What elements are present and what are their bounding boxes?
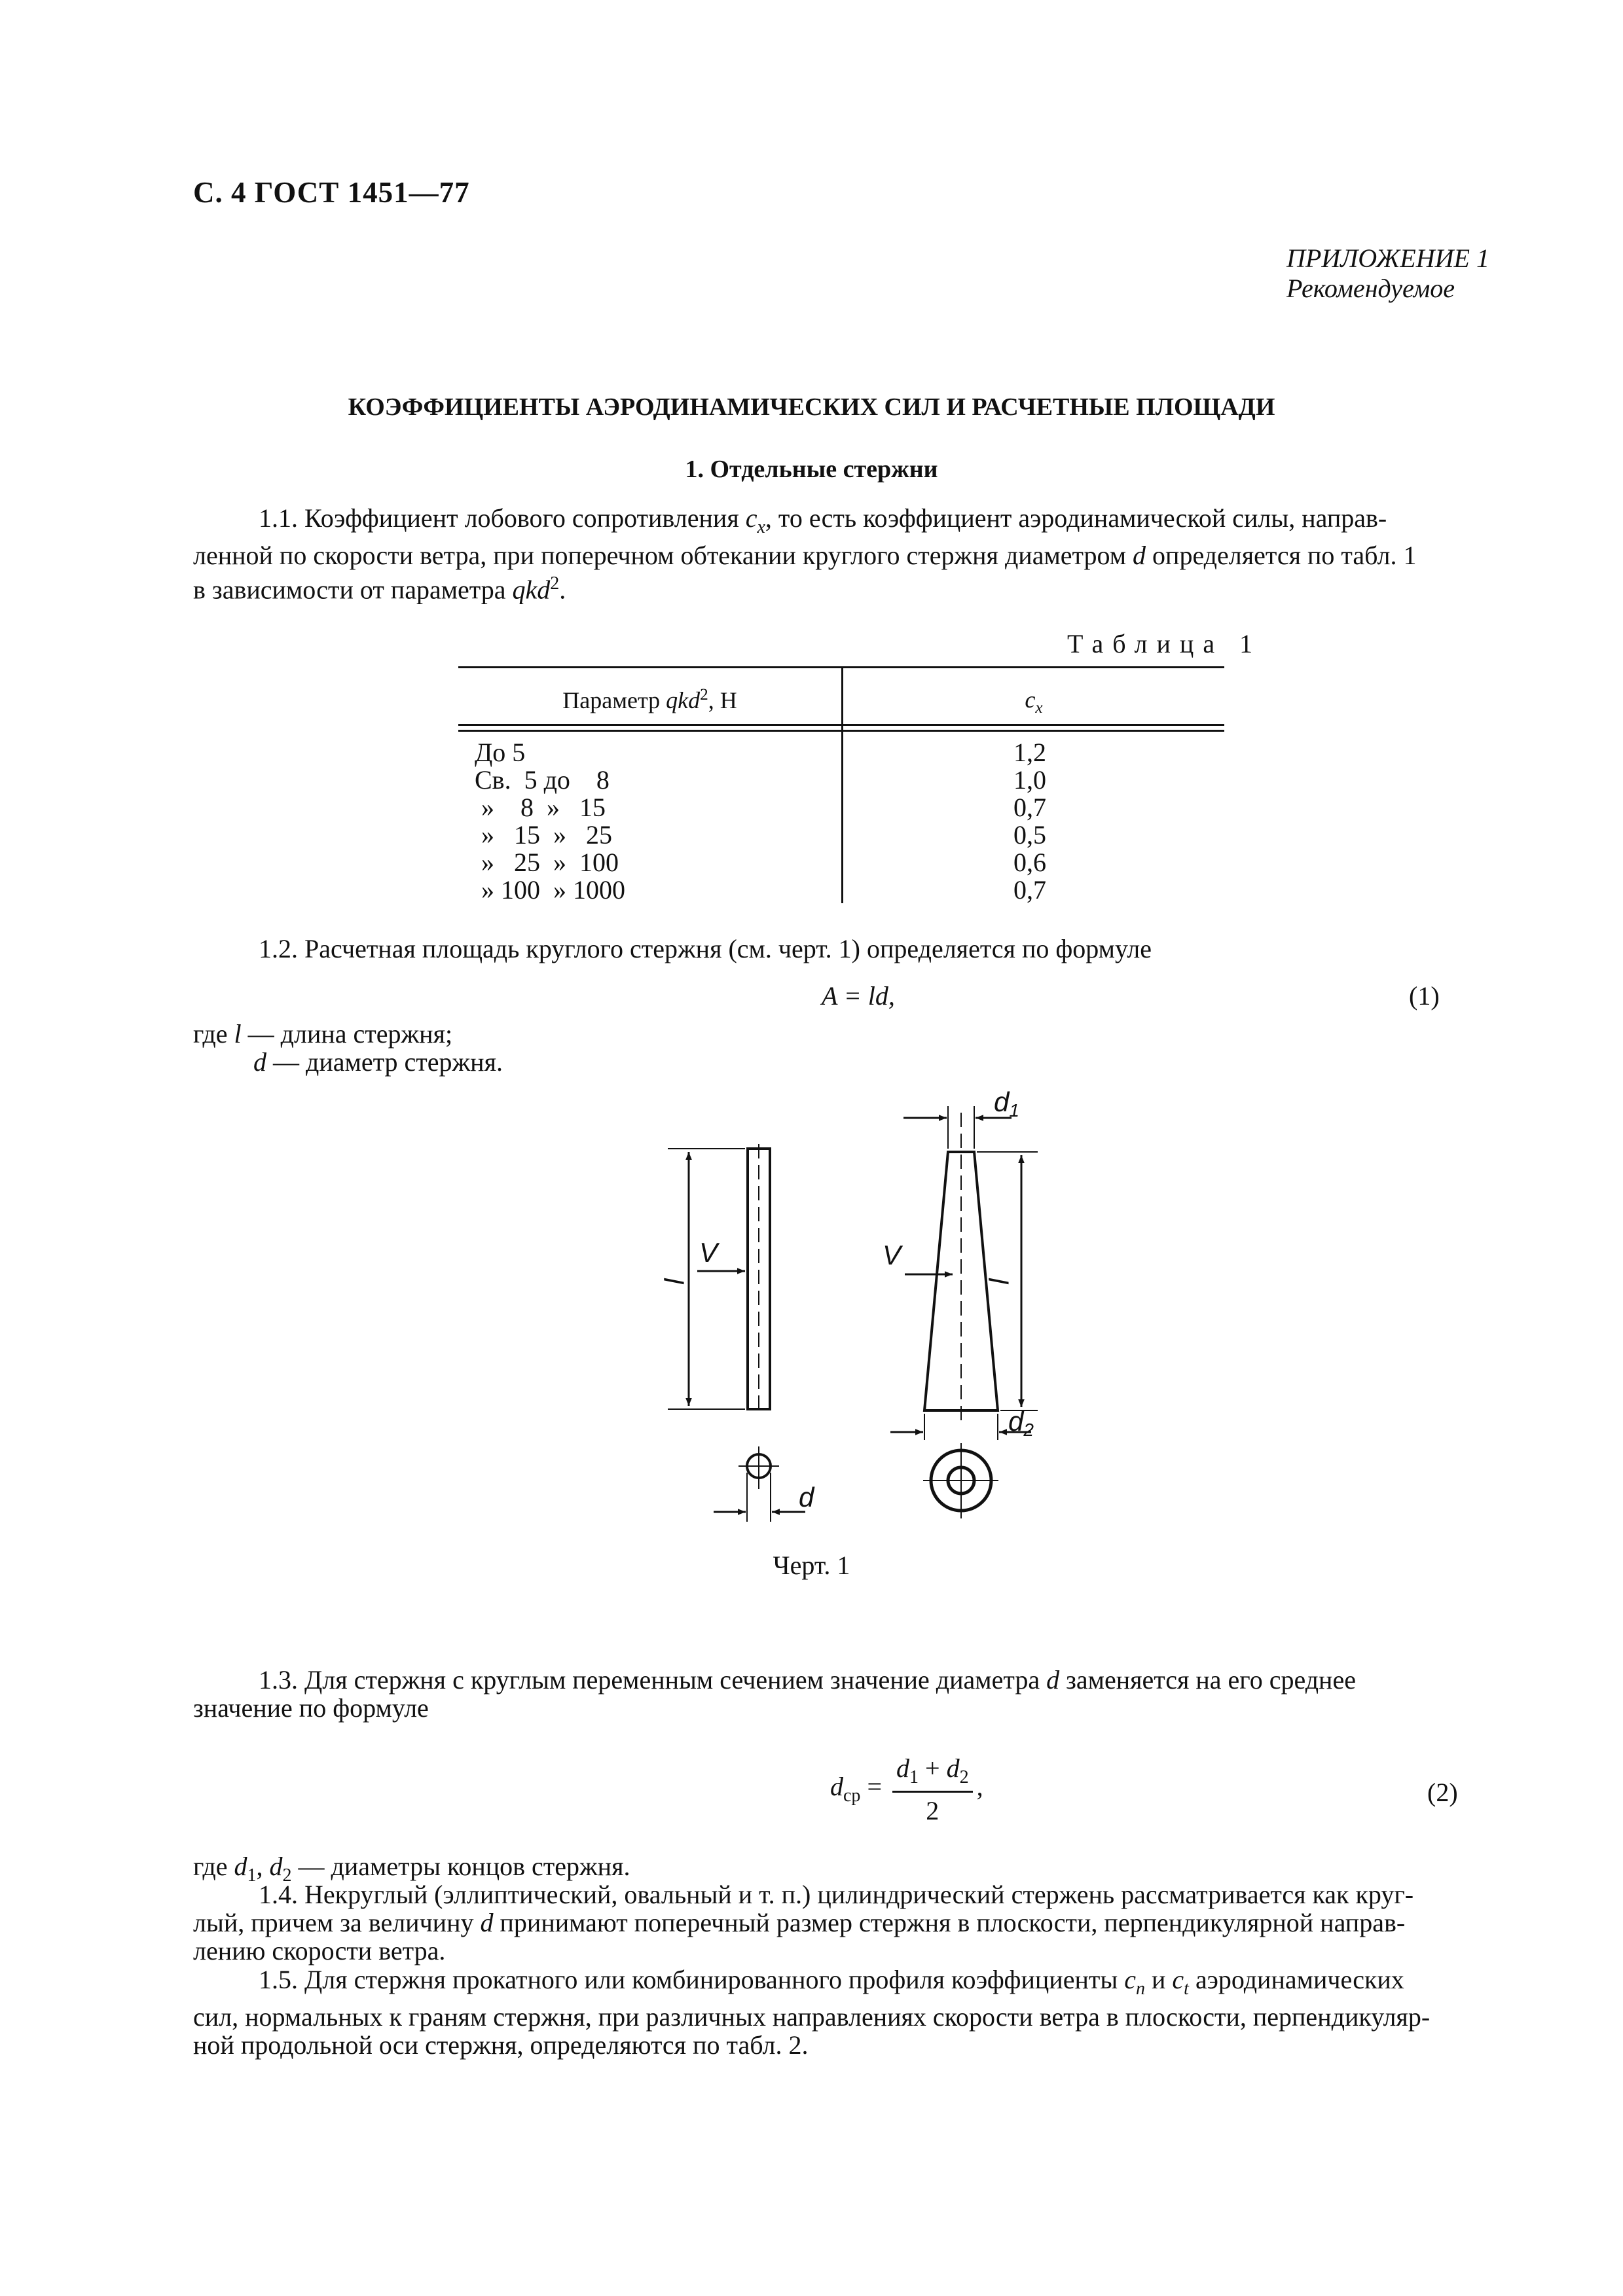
- table-cell-cx: 0,7: [1013, 875, 1046, 905]
- figure-1-caption: Черт. 1: [773, 1551, 850, 1580]
- paragraph-1-3-line-1: 1.3. Для стержня с круглым переменным сечением значение диаметра d заменяется на его среднее: [259, 1665, 1356, 1695]
- table-cell-param: До 5: [475, 738, 526, 767]
- section-title: 1. Отдельные стержни: [685, 456, 938, 483]
- where-end-diameters: где $d_1$, $d_2$ — диаметры концов стержня.: [193, 1852, 630, 1886]
- formula-2-fraction: $\frac{d_1 + d_2}{2}$: [892, 1753, 973, 1826]
- table-cell-cx: 0,6: [1013, 848, 1046, 877]
- paragraph-1-4: [193, 1880, 1496, 1965]
- paragraph-1-5-line-2: сил, нормальных к граням стержня, при различных направлениях скорости ветра в плоскости, перпендикуляр-: [193, 2002, 1431, 2032]
- label-wind-right: V: [883, 1240, 902, 1270]
- appendix-number: ПРИЛОЖЕНИЕ 1: [1286, 243, 1489, 273]
- table-header-param: Параметр qkd$^2$, Н: [562, 686, 737, 713]
- table-cell-param: » 25 » 100: [475, 848, 619, 877]
- paragraph-1-3: [193, 1666, 1496, 1722]
- where-diameter: d — диаметр стержня.: [253, 1047, 503, 1077]
- paragraph-1-1-line-2: ленной по скорости ветра, при поперечном обтекании круглого стержня диаметром d определяется по табл. 1: [193, 541, 1417, 570]
- table-cell-cx: 1,0: [1013, 765, 1046, 795]
- table-cell-param: » 15 » 25: [475, 820, 612, 850]
- table-cell-param: » 100 » 1000: [475, 875, 625, 905]
- paragraph-1-4-line-2: лый, причем за величину d принимают поперечный размер стержня в плоскости, перпендикулярной направ-: [193, 1908, 1406, 1937]
- page-header: С. 4 ГОСТ 1451—77: [193, 176, 470, 209]
- table-header-cx: $c_x$: [1025, 687, 1043, 717]
- paragraph-1-5-line-3: ной продольной оси стержня, определяются по табл. 2.: [193, 2030, 809, 2060]
- paragraph-1-1-line-3: в зависимости от параметра qkd$^2$.: [193, 573, 566, 605]
- equation-number-2: (2): [1427, 1778, 1458, 1807]
- paragraph-1-5-line-1: 1.5. Для стержня прокатного или комбинированного профиля коэффициенты $c_n$ и $c_t$ аэродинамических: [259, 1965, 1404, 1999]
- paragraph-1-4-line-1: 1.4. Некруглый (эллиптический, овальный и т. п.) цилиндрический стержень рассматривается как круг-: [259, 1880, 1414, 1909]
- label-diameter: d: [799, 1482, 814, 1513]
- label-d2: d2: [1008, 1406, 1034, 1440]
- paragraph-1-3-line-2: значение по формуле: [193, 1693, 429, 1723]
- table-1-caption: Таблица 1: [1067, 629, 1262, 658]
- label-length-right: l: [983, 1278, 1013, 1284]
- table-cell-cx: 0,7: [1013, 793, 1046, 822]
- formula-1: A = ld,: [822, 981, 895, 1011]
- paragraph-1-2-text: 1.2. Расчетная площадь круглого стержня (см. черт. 1) определяется по формуле: [259, 934, 1152, 963]
- appendix-status: Рекомендуемое: [1286, 274, 1455, 303]
- table-cell-cx: 0,5: [1013, 820, 1046, 850]
- table-cell-param: Св. 5 до 8: [475, 765, 610, 795]
- table-cell-param: » 8 » 15: [475, 793, 606, 822]
- label-d1: d1: [994, 1086, 1019, 1121]
- document-title: КОЭФФИЦИЕНТЫ АЭРОДИНАМИЧЕСКИХ СИЛ И РАСЧЕТНЫЕ ПЛОЩАДИ: [348, 393, 1275, 421]
- label-length-left: l: [658, 1278, 689, 1284]
- label-wind-left: V: [699, 1237, 718, 1268]
- table-cell-cx: 1,2: [1013, 738, 1046, 767]
- paragraph-1-1-line-1: 1.1. Коэффициент лобового сопротивления $c_x$, то есть коэффициент аэродинамической силы, направ-: [259, 503, 1387, 537]
- equation-number-1: (1): [1409, 981, 1440, 1011]
- paragraph-1-5: [193, 1965, 1496, 2059]
- formula-2: $d_{ср}$ = $\frac{d_1 + d_2}{2}$ ,: [830, 1753, 983, 1825]
- where-length: где l — длина стержня;: [193, 1019, 453, 1049]
- paragraph-1-4-line-3: лению скорости ветра.: [193, 1936, 446, 1965]
